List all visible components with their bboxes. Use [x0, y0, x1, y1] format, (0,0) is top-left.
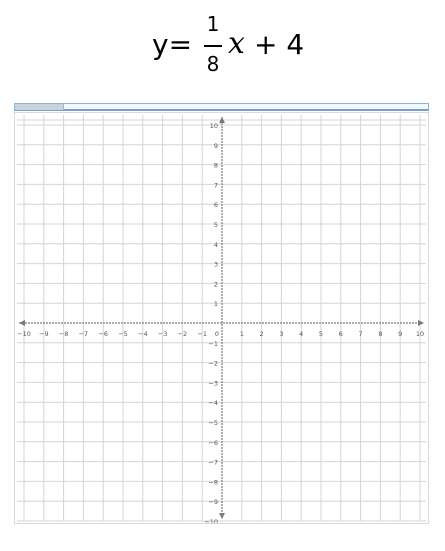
x-tick-label: −9: [39, 330, 49, 338]
x-tick-label: −6: [98, 330, 108, 338]
y-tick-label: −8: [208, 478, 218, 487]
x-tick-label: 0: [214, 330, 220, 338]
equation-variable: x: [228, 26, 245, 61]
y-tick-label: −4: [208, 399, 218, 408]
fraction-bar: [204, 45, 222, 47]
y-tick-label: 6: [213, 201, 218, 210]
y-tick-label: 1: [213, 300, 218, 309]
x-tick-label: −10: [17, 330, 31, 338]
x-tick-label: 2: [259, 330, 264, 338]
x-tick-label: 6: [338, 330, 343, 338]
toolbar-handle[interactable]: [15, 104, 64, 110]
y-tick-label: −1: [208, 339, 218, 348]
x-tick-label: 5: [318, 330, 324, 338]
y-tick-label: 9: [213, 141, 218, 150]
x-tick-label: −2: [177, 330, 188, 338]
y-tick-label: 2: [213, 280, 218, 289]
equation-header: [0, 12, 445, 92]
x-tick-label: 7: [358, 330, 363, 338]
x-tick-label: −4: [138, 330, 148, 338]
y-tick-label: 10: [209, 122, 218, 130]
y-tick-label: −7: [208, 458, 218, 467]
graph-toolbar: [14, 103, 429, 111]
y-tick-label: −2: [208, 359, 218, 368]
x-tick-label: 8: [378, 330, 383, 338]
x-tick-label: −8: [58, 330, 69, 338]
coordinate-plane-panel[interactable]: [14, 112, 429, 524]
y-tick-label: 5: [213, 221, 218, 229]
equation-fraction: [202, 12, 224, 84]
equation-constant: + 4: [254, 28, 305, 61]
y-tick-label: −5: [208, 419, 218, 427]
x-tick-label: 1: [239, 330, 244, 338]
y-tick-label: −3: [208, 379, 218, 388]
fraction-numerator: 1: [206, 12, 220, 36]
x-tick-label: 4: [299, 330, 304, 338]
x-tick-label: −7: [78, 330, 89, 338]
x-axis-arrow-left: [19, 320, 25, 326]
x-tick-label: 3: [279, 330, 284, 338]
fraction-denominator: 8: [206, 52, 220, 76]
coordinate-plane[interactable]: [15, 113, 428, 523]
x-tick-label: −5: [118, 330, 128, 338]
equation-lhs: y=: [152, 28, 193, 61]
y-tick-label: 4: [213, 240, 218, 249]
y-tick-label: 3: [213, 260, 218, 269]
x-tick-label: 9: [398, 330, 403, 338]
y-tick-label: −9: [208, 498, 218, 507]
x-axis-arrow-right: [418, 320, 424, 326]
y-tick-label: 7: [213, 181, 218, 190]
x-tick-label: −1: [197, 330, 207, 338]
y-axis-arrow-down: [219, 513, 225, 519]
x-tick-label: −3: [157, 330, 168, 338]
y-tick-label: −10: [204, 518, 218, 523]
x-tick-label: 10: [415, 330, 425, 338]
y-tick-label: −6: [208, 438, 218, 447]
y-tick-label: 8: [213, 161, 218, 170]
